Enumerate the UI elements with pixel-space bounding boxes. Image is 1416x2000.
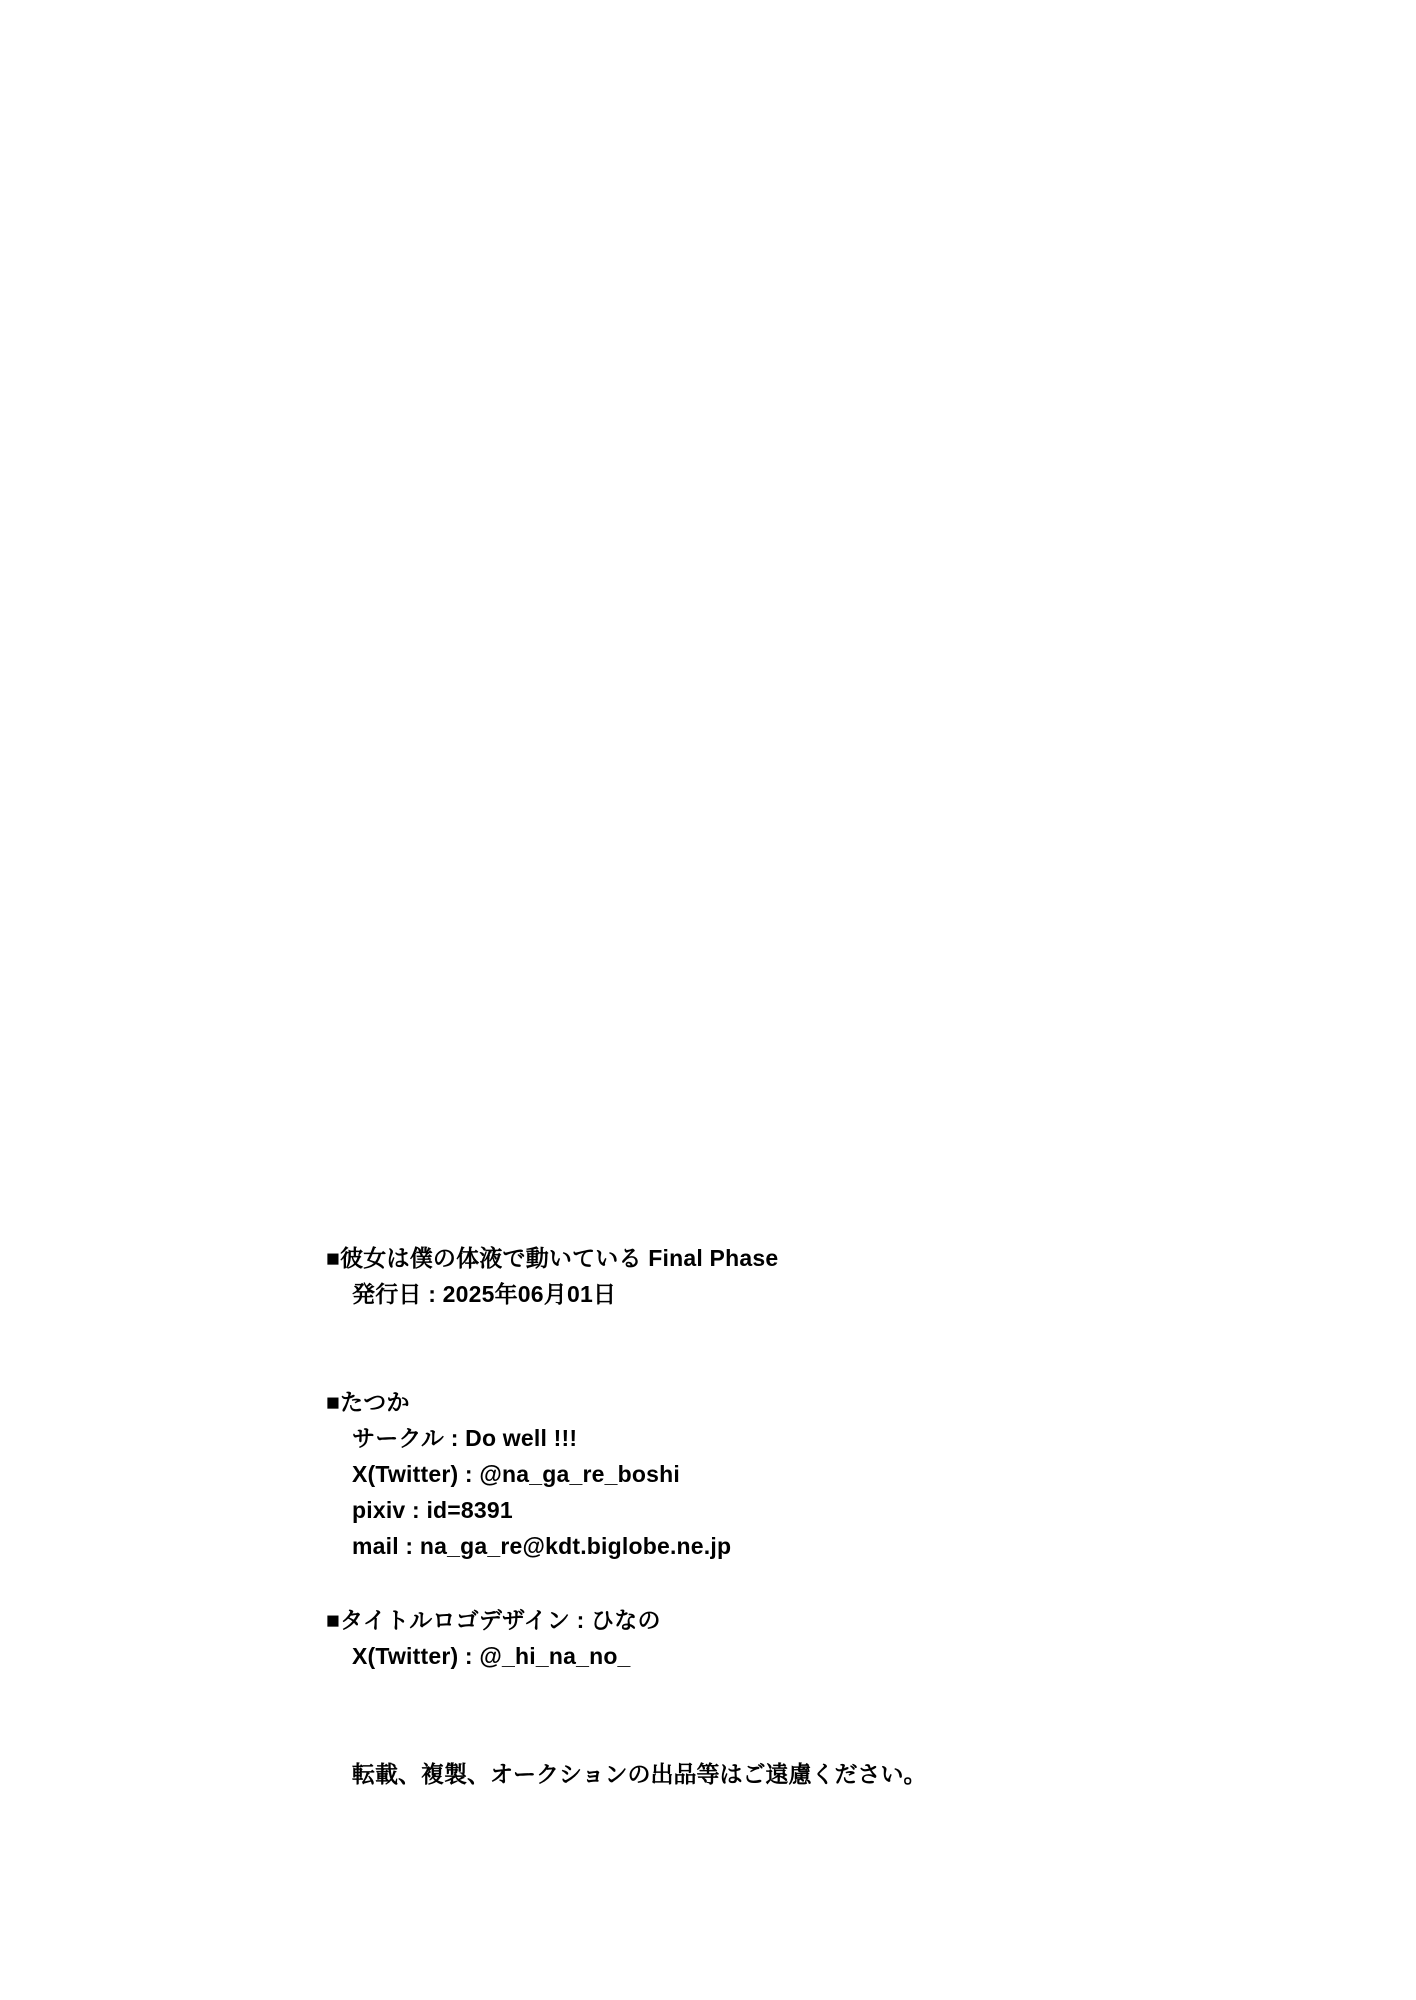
work-title: ■彼女は僕の体液で動いている Final Phase bbox=[326, 1245, 779, 1271]
logo-design-heading: ■タイトルロゴデザイン : ひなの bbox=[326, 1607, 661, 1633]
publication-date: 発行日 : 2025年06月01日 bbox=[352, 1281, 617, 1307]
title-block bbox=[326, 1240, 1126, 1312]
author-twitter: X(Twitter) : @na_ga_re_boshi bbox=[352, 1461, 680, 1487]
author-mail: mail : na_ga_re@kdt.biglobe.ne.jp bbox=[352, 1533, 732, 1559]
circle-name: サークル : Do well !!! bbox=[352, 1425, 578, 1451]
author-pixiv: pixiv : id=8391 bbox=[352, 1497, 513, 1523]
spacer-one bbox=[326, 1312, 1126, 1384]
logo-design-block bbox=[326, 1602, 1126, 1674]
spacer-three bbox=[326, 1674, 1126, 1756]
author-block bbox=[326, 1384, 1126, 1564]
reproduction-notice: 転載、複製、オークションの出品等はご遠慮ください。 bbox=[352, 1761, 927, 1787]
logo-design-twitter: X(Twitter) : @_hi_na_no_ bbox=[352, 1643, 631, 1669]
colophon bbox=[326, 1240, 1126, 1792]
spacer-two bbox=[326, 1564, 1126, 1602]
author-heading: ■たつか bbox=[326, 1389, 410, 1415]
